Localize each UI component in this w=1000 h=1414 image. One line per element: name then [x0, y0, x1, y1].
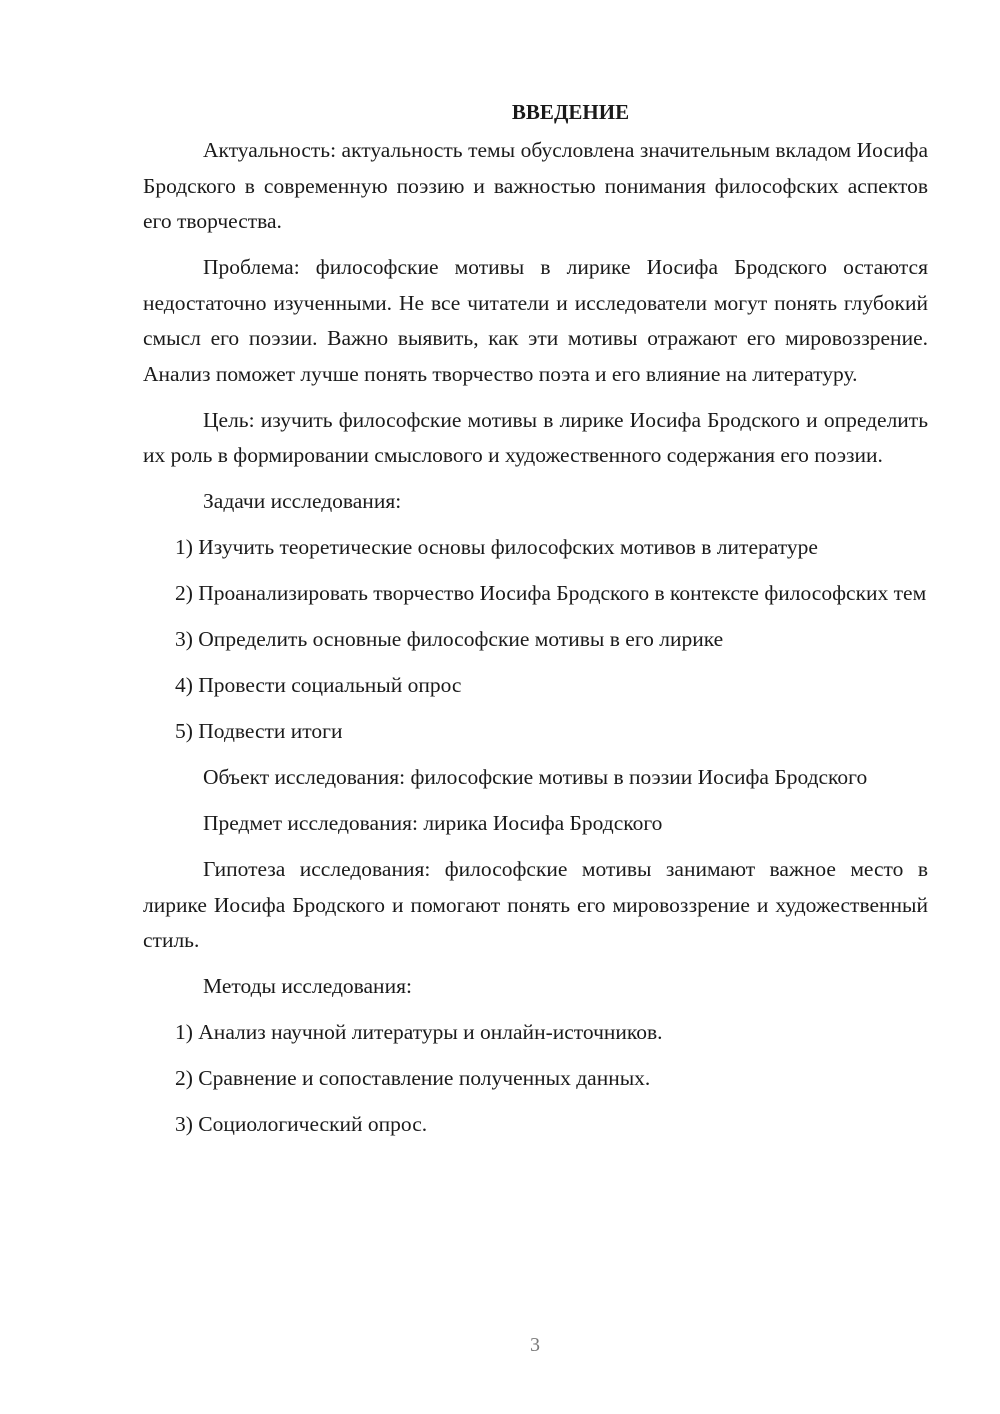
list-item-task-1: 1) Изучить теоретические основы философских мотивов в литературе	[175, 535, 818, 559]
page-content	[143, 97, 928, 1153]
page-number: 3	[530, 1334, 540, 1356]
paragraph-problem: Проблема: философские мотивы в лирике Иосифа Бродского остаются недостаточно изученными. Не все читатели и исследователи могут понять глубокий смысл его поэзии. Важно выявить, как эти мотивы отражают его мировоззрение. Анализ поможет лучше понять творчество поэта и его влияние на литературу.	[143, 255, 928, 386]
paragraph-relevance: Актуальность: актуальность темы обусловлена значительным вкладом Иосифа Бродского в современную поэзию и важностью понимания философских аспектов его творчества.	[143, 138, 928, 233]
paragraph-goal: Цель: изучить философские мотивы в лирике Иосифа Бродского и определить их роль в формировании смыслового и художественного содержания его поэзии.	[143, 407, 928, 467]
list-item-task-5: 5) Подвести итоги	[175, 719, 343, 743]
list-item-task-2: 2) Проанализировать творчество Иосифа Бродского в контексте философских тем	[175, 581, 927, 605]
paragraph-object: Объект исследования: философские мотивы в поэзии Иосифа Бродского	[203, 765, 868, 789]
list-item-method-3: 3) Социологический опрос.	[175, 1112, 428, 1136]
paragraph-hypothesis: Гипотеза исследования: философские мотивы занимают важное место в лирике Иосифа Бродского и помогают понять его мировоззрение и художественный стиль.	[143, 857, 928, 952]
paragraph-tasks-heading: Задачи исследования:	[203, 489, 402, 513]
section-heading: ВВЕДЕНИЕ	[511, 100, 630, 124]
list-item-method-2: 2) Сравнение и сопоставление полученных данных.	[175, 1066, 651, 1090]
list-item-task-4: 4) Провести социальный опрос	[175, 673, 462, 697]
paragraph-subject: Предмет исследования: лирика Иосифа Бродского	[203, 811, 663, 835]
list-item-method-1: 1) Анализ научной литературы и онлайн-источников.	[175, 1020, 663, 1044]
list-item-task-3: 3) Определить основные философские мотивы в его лирике	[175, 627, 724, 651]
paragraph-methods-heading: Методы исследования:	[203, 974, 412, 998]
